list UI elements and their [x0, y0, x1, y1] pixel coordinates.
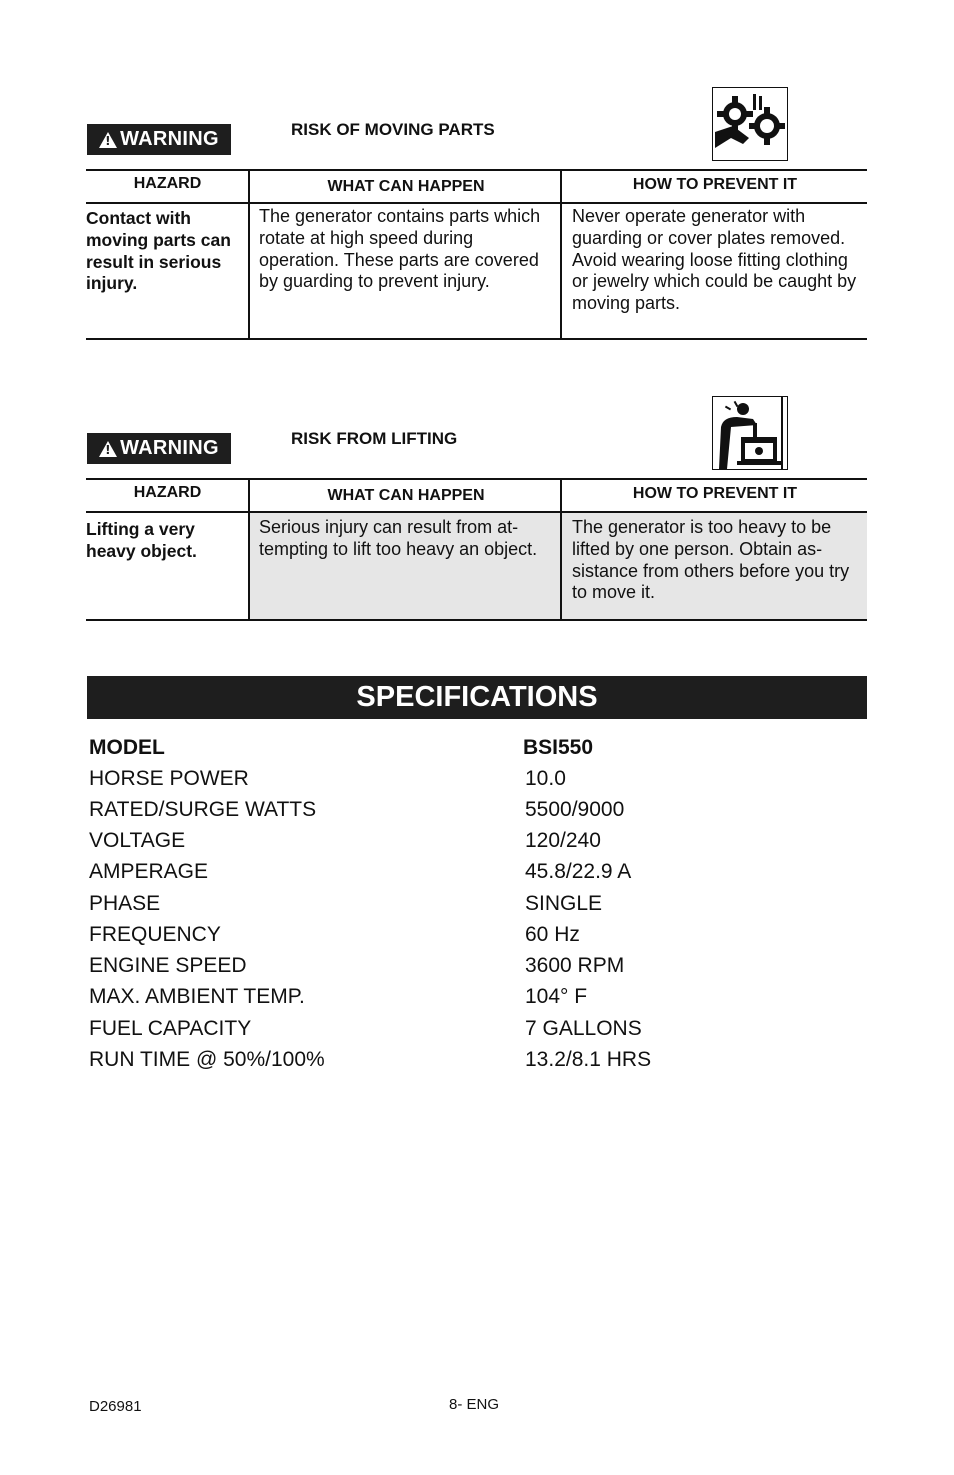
spec-row: [89, 1048, 789, 1079]
spec-value: 13.2/8.1 HRS: [525, 1048, 652, 1071]
spec-label: PHASE: [89, 892, 161, 915]
spec-value: SINGLE: [525, 892, 603, 915]
spec-row: [89, 860, 789, 891]
spec-row: [89, 954, 789, 985]
warning-badge: [87, 124, 231, 155]
spec-value: BSI550: [523, 736, 594, 759]
spec-row: [89, 985, 789, 1016]
hazard-cell: Contact with moving parts can result in serious injury.: [86, 208, 231, 294]
spec-value: 104° F: [525, 985, 588, 1008]
spec-label: FUEL CAPACITY: [89, 1017, 252, 1040]
spec-value: 60 Hz: [525, 923, 580, 946]
how-to-prevent-cell: The generator is too heavy to be lifted by one person. Obtain as-sistance from others before you try to move it.: [572, 517, 850, 603]
spec-row: [89, 892, 789, 923]
spec-label: ENGINE SPEED: [89, 954, 247, 977]
spec-row: [89, 1017, 789, 1048]
spec-label: VOLTAGE: [89, 829, 186, 852]
spec-value: 10.0: [525, 767, 566, 790]
spec-value: 45.8/22.9 A: [525, 860, 632, 883]
spec-value: 5500/9000: [525, 798, 625, 821]
risk-title: RISK OF MOVING PARTS: [291, 120, 495, 139]
lifting-hazard-icon: [712, 396, 788, 470]
header-what-can-happen: WHAT CAN HAPPEN: [327, 178, 485, 195]
spec-label: RUN TIME @ 50%/100%: [89, 1048, 325, 1071]
spec-row: [89, 767, 789, 798]
risk-title: RISK FROM LIFTING: [291, 429, 458, 448]
warning-badge-label: WARNING: [120, 437, 219, 459]
spec-value: 120/240: [525, 829, 601, 852]
what-can-happen-cell: Serious injury can result from at-tempting to lift too heavy an object.: [259, 517, 538, 559]
hazard-cell: Lifting a very heavy object.: [86, 519, 197, 561]
spec-row: [89, 736, 789, 767]
spec-value: 3600 RPM: [525, 954, 625, 977]
hazard-table: [86, 478, 867, 621]
warning-triangle-icon: [99, 441, 117, 457]
table-header: [86, 478, 867, 513]
moving-parts-hazard-icon: [712, 87, 788, 161]
specifications-title: SPECIFICATIONS: [87, 676, 867, 719]
table-row: [86, 204, 867, 340]
spec-label: MODEL: [89, 736, 165, 759]
spec-label: HORSE POWER: [89, 767, 249, 790]
table-row: [86, 513, 867, 621]
header-what-can-happen: WHAT CAN HAPPEN: [327, 487, 485, 504]
header-hazard: HAZARD: [133, 175, 202, 192]
spec-label: MAX. AMBIENT TEMP.: [89, 985, 305, 1008]
document-number: D26981: [89, 1398, 142, 1415]
how-to-prevent-cell: Never operate generator with guarding or cover plates removed. Avoid wearing loose fitting clothing or jewelry which could be caught by moving parts.: [572, 206, 857, 314]
spec-label: FREQUENCY: [89, 923, 221, 946]
hazard-table: [86, 169, 867, 340]
spec-row: [89, 923, 789, 954]
warning-triangle-icon: [99, 132, 117, 148]
header-how-to-prevent: HOW TO PREVENT IT: [632, 176, 798, 193]
spec-row: [89, 798, 789, 829]
spec-value: 7 GALLONS: [525, 1017, 642, 1040]
warning-badge: [87, 433, 231, 464]
table-header: [86, 169, 867, 204]
spec-label: AMPERAGE: [89, 860, 209, 883]
page-number: 8- ENG: [449, 1396, 500, 1413]
header-how-to-prevent: HOW TO PREVENT IT: [632, 485, 798, 502]
spec-label: RATED/SURGE WATTS: [89, 798, 317, 821]
warning-badge-label: WARNING: [120, 128, 219, 150]
header-hazard: HAZARD: [133, 484, 202, 501]
spec-row: [89, 829, 789, 860]
what-can-happen-cell: The generator contains parts which rotate at high speed during operation. These parts are covered by guarding to prevent injury.: [259, 206, 541, 292]
